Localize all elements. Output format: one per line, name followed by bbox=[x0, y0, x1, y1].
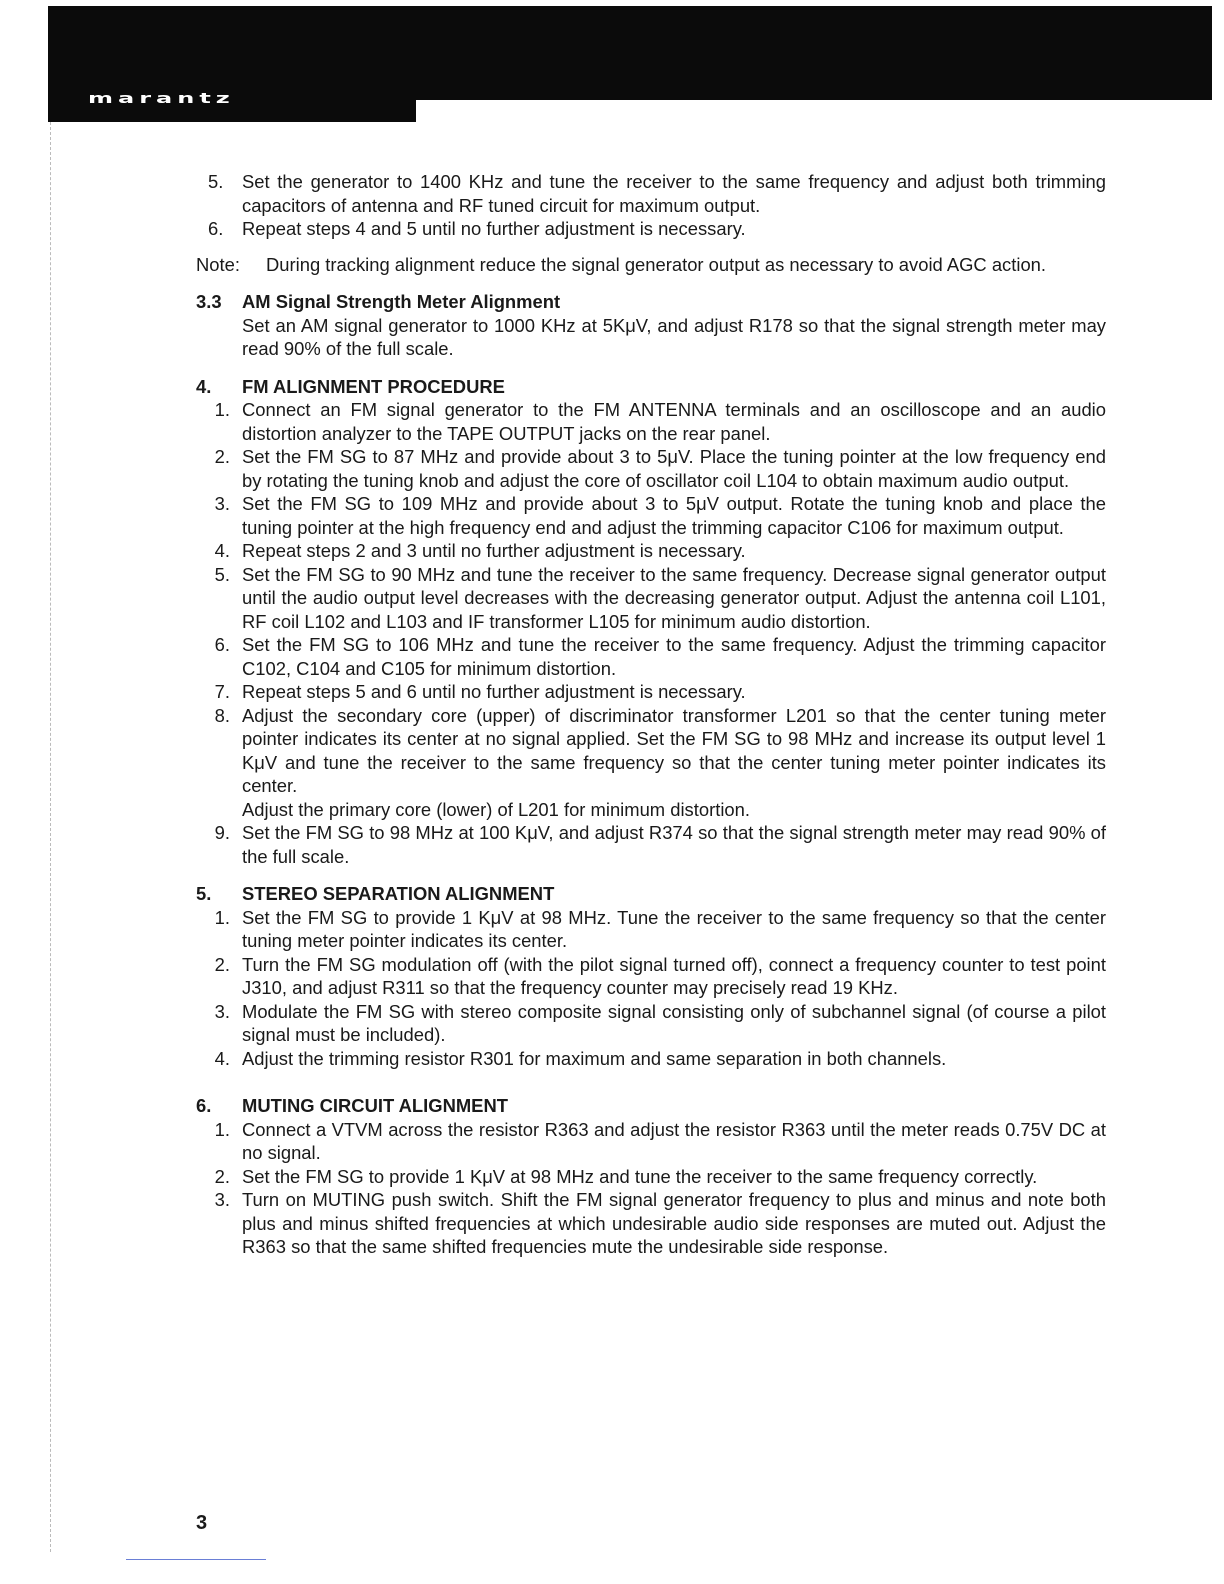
binder-edge bbox=[50, 122, 51, 1552]
step-number: 4. bbox=[214, 540, 230, 561]
section-title: FM ALIGNMENT PROCEDURE bbox=[242, 375, 505, 397]
step-number: 3. bbox=[214, 1000, 230, 1022]
step-text: Modulate the FM SG with stereo composite signal consisting only of subchannel signal (of course a pilot signal must be included). bbox=[242, 1000, 1106, 1045]
step-number: 2. bbox=[214, 446, 230, 467]
step-text: Turn on MUTING push switch. Shift the FM signal generator frequency to plus and minus and note both plus and minus shifted frequencies at which undesirable audio side responses are muted out. Adjust the R363 so that the same shifted frequencies mute the undesirable side response. bbox=[242, 1189, 1106, 1257]
list-item bbox=[196, 539, 1106, 563]
section-number: 4. bbox=[196, 375, 212, 397]
list-item bbox=[196, 1047, 1106, 1071]
step-number: 4. bbox=[214, 1047, 230, 1069]
list-item bbox=[196, 1000, 1106, 1047]
page-number: 3 bbox=[196, 1512, 208, 1534]
page-content bbox=[196, 170, 1106, 1259]
step-number: 9. bbox=[214, 822, 230, 843]
step-extra-text: Adjust the primary core (lower) of L201 for minimum distortion. bbox=[242, 798, 750, 820]
list-item bbox=[196, 398, 1106, 445]
step-text: Set the FM SG to provide 1 KμV at 98 MHz and tune the receiver to the same frequency correctly. bbox=[242, 1165, 1038, 1187]
section-title: STEREO SEPARATION ALIGNMENT bbox=[242, 883, 555, 904]
list-item bbox=[196, 821, 1106, 868]
step-text: Adjust the secondary core (upper) of discriminator transformer L201 so that the center tuning meter pointer indicates its center at no signal applied. Set the FM SG to 98 MHz and increase its output level 1 KμV and tune the receiver to the same frequency so that the center tuning meter pointer indicates its center. bbox=[242, 704, 1106, 796]
list-item bbox=[196, 633, 1106, 680]
note-text: During tracking alignment reduce the signal generator output as necessary to avoid AGC action. bbox=[266, 253, 1047, 275]
list-item bbox=[196, 1165, 1106, 1189]
step-text: Connect an FM signal generator to the FM ANTENNA terminals and an oscilloscope and an audio distortion analyzer to the TAPE OUTPUT jacks on the rear panel. bbox=[242, 399, 1106, 444]
step-text: Turn the FM SG modulation off (with the pilot signal turned off), connect a frequency counter to test point J310, and adjust R311 so that the frequency counter may precisely read 19 KHz. bbox=[242, 953, 1106, 998]
section-number: 3.3 bbox=[196, 291, 222, 312]
section-title: MUTING CIRCUIT ALIGNMENT bbox=[242, 1095, 508, 1116]
step-number: 7. bbox=[214, 681, 230, 702]
list-item bbox=[196, 445, 1106, 492]
section-number: 6. bbox=[196, 1095, 212, 1116]
list-item bbox=[196, 563, 1106, 634]
step-number: 2. bbox=[214, 953, 230, 975]
step-number: 1. bbox=[214, 906, 230, 928]
section-title: AM Signal Strength Meter Alignment bbox=[242, 291, 561, 312]
list-item bbox=[196, 680, 1106, 704]
step-text: Set the FM SG to provide 1 KμV at 98 MHz. Tune the receiver to the same frequency so that the center tuning meter pointer indicates its center. bbox=[242, 906, 1106, 951]
list-item bbox=[196, 170, 1106, 217]
list-item bbox=[196, 217, 1106, 241]
step-text: Adjust the trimming resistor R301 for maximum and same separation in both channels. bbox=[242, 1047, 947, 1069]
step-number: 2. bbox=[214, 1165, 230, 1187]
section-muting-circuit bbox=[196, 1094, 1106, 1259]
step-number: 1. bbox=[214, 1118, 230, 1140]
step-number: 6. bbox=[214, 634, 230, 655]
step-number: 6. bbox=[208, 218, 224, 239]
header-band bbox=[48, 6, 1212, 100]
step-number: 3. bbox=[214, 493, 230, 514]
section-text: Set an AM signal generator to 1000 KHz at 5KμV, and adjust R178 so that the signal strength meter may read 90% of the full scale. bbox=[242, 314, 1106, 359]
step-number: 3. bbox=[214, 1189, 230, 1210]
list-item bbox=[196, 906, 1106, 953]
section-am-meter bbox=[196, 290, 1106, 361]
list-item bbox=[196, 1118, 1106, 1165]
section-fm-alignment bbox=[196, 375, 1106, 869]
step-text: Set the FM SG to 90 MHz and tune the receiver to the same frequency. Decrease signal generator output until the audio output level decreases with the decreasing generator output. Adjust the antenna coil L101, RF coil L102 and L103 and IF transformer L105 for minimum audio distortion. bbox=[242, 563, 1106, 632]
list-item bbox=[196, 1188, 1106, 1259]
step-text: Set the generator to 1400 KHz and tune the receiver to the same frequency and adjust both trimming capacitors of antenna and RF tuned circuit for maximum output. bbox=[242, 171, 1106, 216]
step-number: 5. bbox=[214, 563, 230, 585]
note bbox=[196, 253, 1106, 277]
brand-logo: marantz bbox=[88, 89, 235, 107]
list-item bbox=[196, 953, 1106, 1000]
step-text: Set the FM SG to 98 MHz at 100 KμV, and adjust R374 so that the signal strength meter may read 90% of the full scale. bbox=[242, 822, 1106, 867]
step-text: Set the FM SG to 87 MHz and provide about 3 to 5μV. Place the tuning pointer at the low frequency end by rotating the tuning knob and adjust the core of oscillator coil L104 to obtain maximum audio output. bbox=[242, 446, 1106, 491]
section-stereo-separation bbox=[196, 882, 1106, 1070]
step-text: Repeat steps 4 and 5 until no further adjustment is necessary. bbox=[242, 218, 746, 239]
step-number: 1. bbox=[214, 399, 230, 420]
footer-rule bbox=[126, 1559, 266, 1560]
list-item bbox=[196, 492, 1106, 539]
step-text: Connect a VTVM across the resistor R363 and adjust the resistor R363 until the meter reads 0.75V DC at no signal. bbox=[242, 1118, 1106, 1163]
step-text: Set the FM SG to 109 MHz and provide about 3 to 5μV output. Rotate the tuning knob and place the tuning pointer at the high frequency end and adjust the trimming capacitor C106 for maximum output. bbox=[242, 493, 1106, 538]
step-number: 8. bbox=[214, 704, 230, 726]
step-number: 5. bbox=[208, 171, 224, 192]
section-number: 5. bbox=[196, 883, 212, 904]
step-text: Set the FM SG to 106 MHz and tune the receiver to the same frequency. Adjust the trimming capacitor C102, C104 and C105 for minimum distortion. bbox=[242, 634, 1106, 679]
step-text: Repeat steps 2 and 3 until no further adjustment is necessary. bbox=[242, 540, 746, 561]
step-text: Repeat steps 5 and 6 until no further adjustment is necessary. bbox=[242, 681, 746, 702]
note-label: Note: bbox=[196, 253, 240, 275]
list-item bbox=[196, 704, 1106, 822]
